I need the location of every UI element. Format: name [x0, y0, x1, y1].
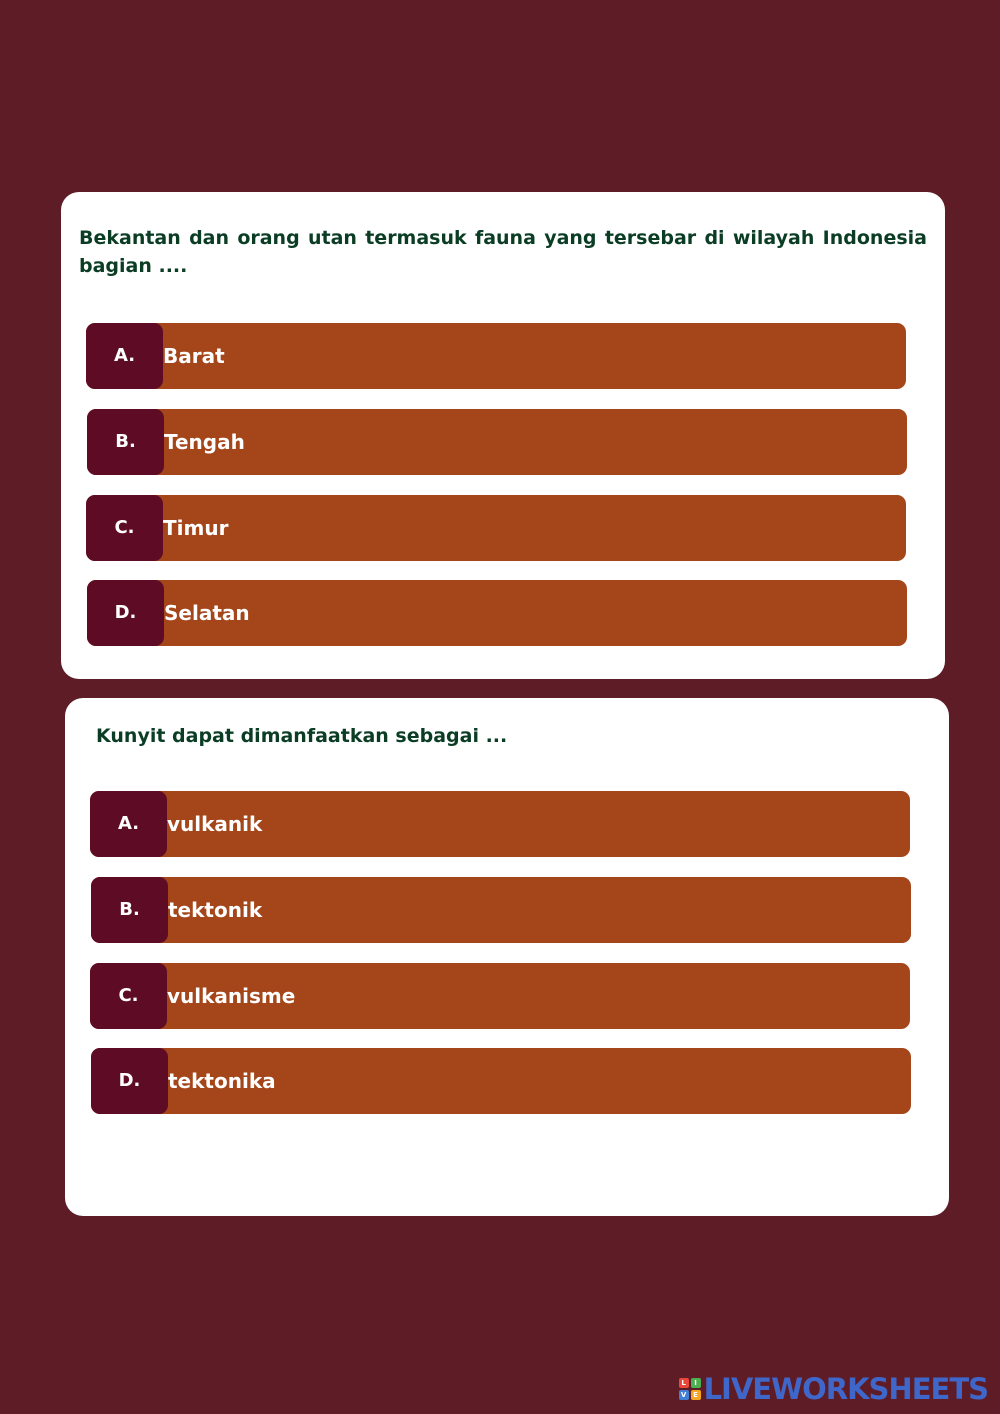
option-b[interactable] [87, 409, 907, 475]
option-text: Timur [163, 516, 229, 540]
option-c[interactable] [90, 963, 910, 1029]
option-text: Barat [163, 344, 225, 368]
option-a[interactable] [86, 323, 906, 389]
question-text: Bekantan dan orang utan termasuk fauna yang tersebar di wilayah Indonesia bagian .... [79, 227, 927, 277]
question-card-1 [61, 192, 945, 679]
question-text: Kunyit dapat dimanfaatkan sebagai ... [96, 725, 508, 747]
logo-grid-cell: I [691, 1378, 701, 1388]
logo-wordmark: LIVEWORKSHEETS [703, 1372, 988, 1406]
option-letter: A. [86, 323, 163, 389]
option-a[interactable] [90, 791, 910, 857]
option-letter: C. [90, 963, 167, 1029]
option-text: tektonik [168, 898, 263, 922]
option-letter: C. [86, 495, 163, 561]
question-card-2 [65, 698, 949, 1216]
option-letter: B. [91, 877, 168, 943]
option-text: tektonika [168, 1069, 276, 1093]
option-d[interactable] [87, 580, 907, 646]
logo-grid-cell: E [691, 1390, 701, 1400]
option-d[interactable] [91, 1048, 911, 1114]
logo-grid-icon [679, 1378, 701, 1400]
option-text: Tengah [164, 430, 245, 454]
option-c[interactable] [86, 495, 906, 561]
option-letter: D. [87, 580, 164, 646]
logo-grid-cell: V [679, 1390, 689, 1400]
option-text: vulkanik [167, 812, 263, 836]
option-letter: D. [91, 1048, 168, 1114]
option-letter: B. [87, 409, 164, 475]
liveworksheets-logo [679, 1372, 988, 1406]
option-text: Selatan [164, 601, 250, 625]
option-letter: A. [90, 791, 167, 857]
logo-grid-cell: L [679, 1378, 689, 1388]
option-b[interactable] [91, 877, 911, 943]
option-text: vulkanisme [167, 984, 296, 1008]
